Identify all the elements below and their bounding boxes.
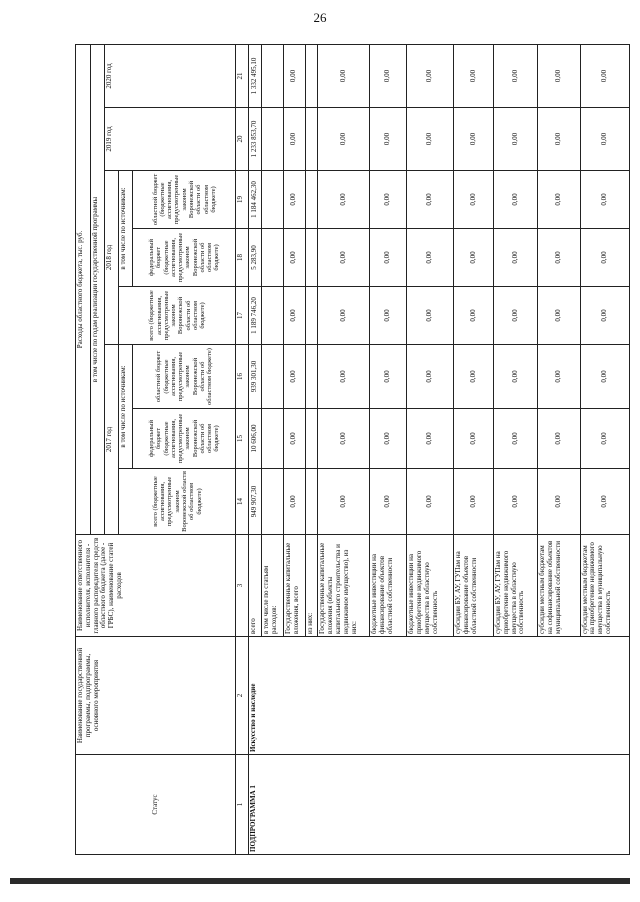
- value-cell: 0,00: [454, 108, 494, 171]
- value-cell: 0,00: [580, 287, 629, 345]
- row-label: из них:: [305, 535, 318, 637]
- value-cell: 0,00: [369, 171, 406, 229]
- value-cell: 0,00: [369, 287, 406, 345]
- value-cell: 1 332 495,10: [249, 44, 262, 107]
- header-status: Статус: [76, 755, 236, 855]
- header-2017-sources: в том числе по источникам:: [119, 345, 133, 469]
- value-cell: 0,00: [538, 108, 580, 171]
- value-cell: 0,00: [407, 409, 454, 469]
- value-cell: [305, 44, 318, 107]
- value-cell: [305, 287, 318, 345]
- value-cell: [261, 287, 283, 345]
- value-cell: 0,00: [369, 469, 406, 535]
- value-cell: 0,00: [407, 229, 454, 287]
- value-cell: [305, 409, 318, 469]
- header-expenses: Расходы областного бюджета, тыс. руб.: [76, 44, 91, 534]
- value-cell: [261, 345, 283, 409]
- value-cell: [261, 108, 283, 171]
- value-cell: 0,00: [283, 287, 305, 345]
- value-cell: 0,00: [493, 44, 538, 107]
- col-number: 14: [236, 469, 249, 535]
- value-cell: [305, 108, 318, 171]
- table-row: [249, 44, 262, 854]
- value-cell: 0,00: [369, 108, 406, 171]
- header-2017-regional: областной бюджет (бюджетные ассигнования, предусмотренные законом Воронежской области об областном бюджете): [133, 345, 236, 409]
- value-cell: 0,00: [580, 345, 629, 409]
- row-label: в том числе по статьям расходов:: [261, 535, 283, 637]
- value-cell: [305, 345, 318, 409]
- value-cell: 0,00: [318, 409, 370, 469]
- col-number: 20: [236, 108, 249, 171]
- page-number: 26: [313, 10, 327, 25]
- value-cell: [261, 229, 283, 287]
- value-cell: 0,00: [538, 287, 580, 345]
- value-cell: 0,00: [283, 469, 305, 535]
- scan-edge-bar: [10, 878, 630, 884]
- row-label: Государственные капитальные вложения, всего: [283, 535, 305, 637]
- header-2017-federal: федеральный бюджет (бюджетные ассигнования, предусмотренные законом Воронежской области об областном бюджете): [133, 409, 236, 469]
- value-cell: 0,00: [580, 108, 629, 171]
- value-cell: 0,00: [580, 469, 629, 535]
- value-cell: 0,00: [318, 229, 370, 287]
- value-cell: 0,00: [580, 171, 629, 229]
- value-cell: 0,00: [369, 44, 406, 107]
- row-label: бюджетные инвестиции на приобретение недвижимого имущества в областную собственность: [407, 535, 454, 637]
- row-label: субсидии местным бюджетам на софинансирование объектов муниципальной собственности: [538, 535, 580, 637]
- value-cell: 0,00: [493, 229, 538, 287]
- value-cell: 0,00: [318, 469, 370, 535]
- value-cell: 0,00: [538, 345, 580, 409]
- budget-table: [75, 44, 630, 855]
- row-label: субсидии БУ, АУ, ГУПам на финансирование объектов областной собственности: [454, 535, 494, 637]
- rotated-budget-table: [75, 45, 630, 855]
- header-2018-total: всего (бюджетные ассигнования, предусмотренные законом Воронежской области об областном бюджете): [119, 287, 236, 345]
- value-cell: 0,00: [369, 229, 406, 287]
- row-label: субсидии БУ, АУ, ГУПам на приобретение недвижимого имущества в областную собственность: [493, 535, 538, 637]
- value-cell: 1 233 853,70: [249, 108, 262, 171]
- value-cell: [305, 229, 318, 287]
- value-cell: 0,00: [538, 44, 580, 107]
- value-cell: 0,00: [493, 171, 538, 229]
- col-number: 18: [236, 229, 249, 287]
- value-cell: 0,00: [283, 345, 305, 409]
- value-cell: 1 184 462,30: [249, 171, 262, 229]
- value-cell: 0,00: [454, 287, 494, 345]
- value-cell: 0,00: [318, 108, 370, 171]
- value-cell: 0,00: [493, 409, 538, 469]
- row-label: субсидии местным бюджетам на приобретение недвижимого имущества в муниципальную собственность: [580, 535, 629, 637]
- value-cell: 1 189 746,20: [249, 287, 262, 345]
- header-2019: 2019 год: [105, 108, 236, 171]
- header-2018-federal: федеральный бюджет (бюджетные ассигнования, предусмотренные законом Воронежской области об областном бюджете): [133, 229, 236, 287]
- value-cell: 0,00: [283, 409, 305, 469]
- value-cell: [261, 44, 283, 107]
- value-cell: 0,00: [407, 345, 454, 409]
- row-label: бюджетные инвестиции на финансирование объектов областной собственности: [369, 535, 406, 637]
- value-cell: 0,00: [369, 345, 406, 409]
- value-cell: [305, 469, 318, 535]
- value-cell: 0,00: [580, 44, 629, 107]
- value-cell: 0,00: [454, 229, 494, 287]
- header-program-name: Наименование государственной программы, подпрограммы, основного мероприятия: [76, 637, 236, 755]
- value-cell: 0,00: [493, 469, 538, 535]
- column-numbers-row: [236, 44, 249, 854]
- col-number: 1: [236, 755, 249, 855]
- col-number: 21: [236, 44, 249, 107]
- row-label: Государственные капитальные вложения (объекты капитального строительства и недвижимое имущество), из них:: [318, 535, 370, 637]
- col-number: 17: [236, 287, 249, 345]
- value-cell: 0,00: [538, 469, 580, 535]
- value-cell: 0,00: [580, 409, 629, 469]
- header-2018-sources: в том числе по источникам:: [119, 171, 133, 287]
- value-cell: 0,00: [454, 345, 494, 409]
- col-number: 19: [236, 171, 249, 229]
- value-cell: 0,00: [318, 171, 370, 229]
- header-2017: 2017 год: [105, 345, 119, 535]
- status-cell: ПОДПРОГРАММА 1: [249, 755, 630, 855]
- value-cell: [305, 171, 318, 229]
- value-cell: 0,00: [283, 171, 305, 229]
- value-cell: 0,00: [283, 108, 305, 171]
- value-cell: 0,00: [454, 409, 494, 469]
- value-cell: 0,00: [318, 287, 370, 345]
- col-number: 16: [236, 345, 249, 409]
- header-2020: 2020 год: [105, 44, 236, 107]
- value-cell: 949 907,30: [249, 469, 262, 535]
- value-cell: 0,00: [283, 229, 305, 287]
- value-cell: 0,00: [538, 229, 580, 287]
- value-cell: 0,00: [318, 44, 370, 107]
- value-cell: [261, 409, 283, 469]
- row-label: всего: [249, 535, 262, 637]
- header-executor: Наименование ответственного исполнителя, исполнителя - главного распорядителя средств областного бюджета (далее - ГРБС), наименование статей расходов: [76, 535, 236, 637]
- value-cell: 0,00: [493, 287, 538, 345]
- col-number: 2: [236, 637, 249, 755]
- value-cell: 0,00: [454, 469, 494, 535]
- value-cell: 10 606,00: [249, 409, 262, 469]
- value-cell: 0,00: [407, 44, 454, 107]
- value-cell: 0,00: [407, 287, 454, 345]
- value-cell: 0,00: [407, 171, 454, 229]
- col-number: 15: [236, 409, 249, 469]
- value-cell: 0,00: [369, 409, 406, 469]
- value-cell: 0,00: [318, 345, 370, 409]
- col-number: 3: [236, 535, 249, 637]
- value-cell: 0,00: [454, 171, 494, 229]
- value-cell: [261, 469, 283, 535]
- value-cell: 0,00: [407, 108, 454, 171]
- value-cell: 939 301,30: [249, 345, 262, 409]
- header-2018: 2018 год: [105, 171, 119, 345]
- value-cell: 0,00: [580, 229, 629, 287]
- value-cell: 0,00: [283, 44, 305, 107]
- value-cell: 0,00: [407, 469, 454, 535]
- value-cell: 0,00: [454, 44, 494, 107]
- header-by-years: в том числе по годам реализации государственной программы: [91, 44, 105, 534]
- program-cell: Искусство и наследие: [249, 637, 630, 755]
- header-2017-total: всего (бюджетные ассигнования, предусмотренные законом Воронежской области об областном бюджете): [119, 469, 236, 535]
- value-cell: 5 283,90: [249, 229, 262, 287]
- header-2018-regional: областной бюджет (бюджетные ассигнования, предусмотренные законом Воронежской области об областном бюджете): [133, 171, 236, 229]
- value-cell: 0,00: [538, 171, 580, 229]
- value-cell: 0,00: [493, 108, 538, 171]
- value-cell: 0,00: [538, 409, 580, 469]
- value-cell: [261, 171, 283, 229]
- value-cell: 0,00: [493, 345, 538, 409]
